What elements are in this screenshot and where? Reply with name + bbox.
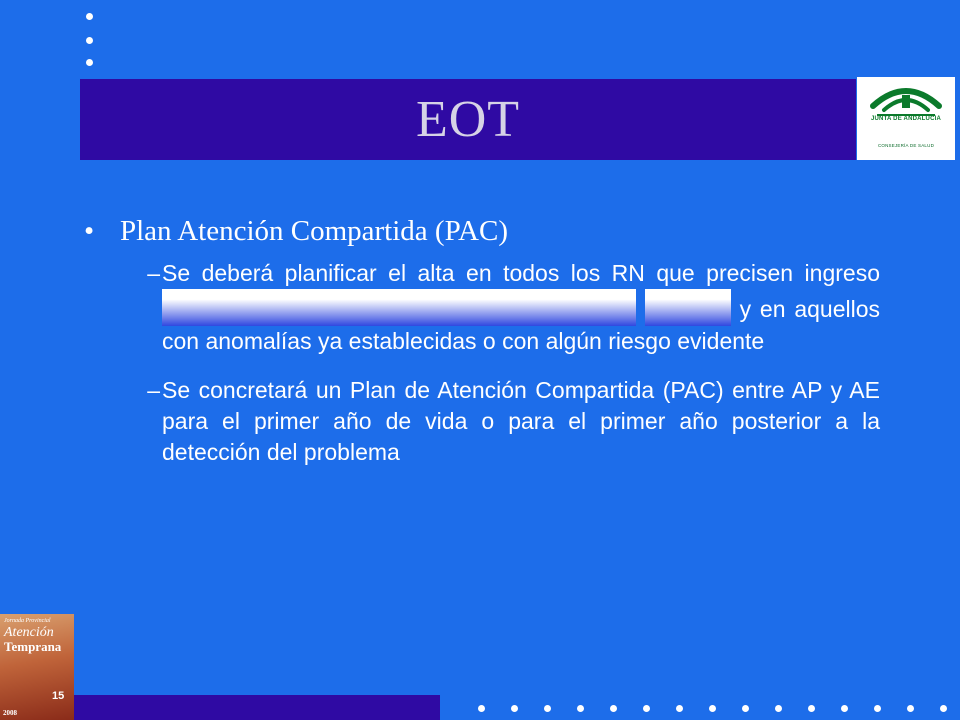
sub-item-text bbox=[162, 258, 880, 357]
sub-item-text: Se concretará un Plan de Atención Compartida (PAC) entre AP y AE para el primer año de vida o para el primer año posterior a la detección del problema bbox=[162, 377, 880, 465]
decor-dot bbox=[742, 705, 749, 712]
decor-dot bbox=[86, 59, 93, 66]
decor-dot bbox=[544, 705, 551, 712]
decor-dot bbox=[808, 705, 815, 712]
event-cover-image bbox=[0, 614, 74, 720]
sub-item-part2: y en aquellos con anomalías ya establecidas o con algún riesgo evidente bbox=[162, 296, 881, 354]
bullet-item bbox=[84, 215, 884, 248]
slide-title: EOT bbox=[415, 91, 521, 148]
bullet-text: Plan Atención Compartida (PAC) bbox=[120, 215, 508, 247]
decor-dot bbox=[709, 705, 716, 712]
cover-line3: Temprana bbox=[4, 639, 62, 654]
dash-icon: – bbox=[147, 260, 160, 286]
decor-dot bbox=[676, 705, 683, 712]
decor-dot bbox=[511, 705, 518, 712]
decor-dot bbox=[478, 705, 485, 712]
decor-dot bbox=[841, 705, 848, 712]
sub-item-part1: Se deberá planificar el alta en todos los RN que precisen ingreso bbox=[162, 260, 880, 286]
cover-year: 2008 bbox=[3, 709, 17, 717]
title-bar bbox=[80, 79, 856, 160]
decor-dot bbox=[775, 705, 782, 712]
junta-emblem-icon bbox=[857, 79, 955, 119]
decor-dot bbox=[610, 705, 617, 712]
decor-dot bbox=[874, 705, 881, 712]
junta-andalucia-logo bbox=[857, 77, 955, 160]
decor-dot bbox=[86, 13, 93, 20]
redaction-block bbox=[645, 289, 731, 326]
logo-department: CONSEJERÍA DE SALUD bbox=[877, 143, 935, 148]
slide-content bbox=[84, 215, 884, 468]
sub-item bbox=[84, 258, 884, 357]
sub-item bbox=[84, 375, 884, 468]
decor-dot bbox=[940, 705, 947, 712]
logo-name: JUNTA DE ANDALUCIA bbox=[870, 116, 942, 122]
decor-dot bbox=[86, 37, 93, 44]
dash-icon: – bbox=[147, 377, 160, 403]
footer-bar bbox=[74, 695, 440, 720]
decor-dot bbox=[907, 705, 914, 712]
decor-dot bbox=[577, 705, 584, 712]
cover-line1: Jornada Provincial bbox=[4, 618, 51, 624]
cover-number: 15 bbox=[52, 690, 65, 702]
decor-dot bbox=[643, 705, 650, 712]
cover-line2: Atención bbox=[4, 625, 54, 640]
bullet-icon: • bbox=[84, 215, 95, 247]
redaction-block bbox=[162, 289, 636, 326]
